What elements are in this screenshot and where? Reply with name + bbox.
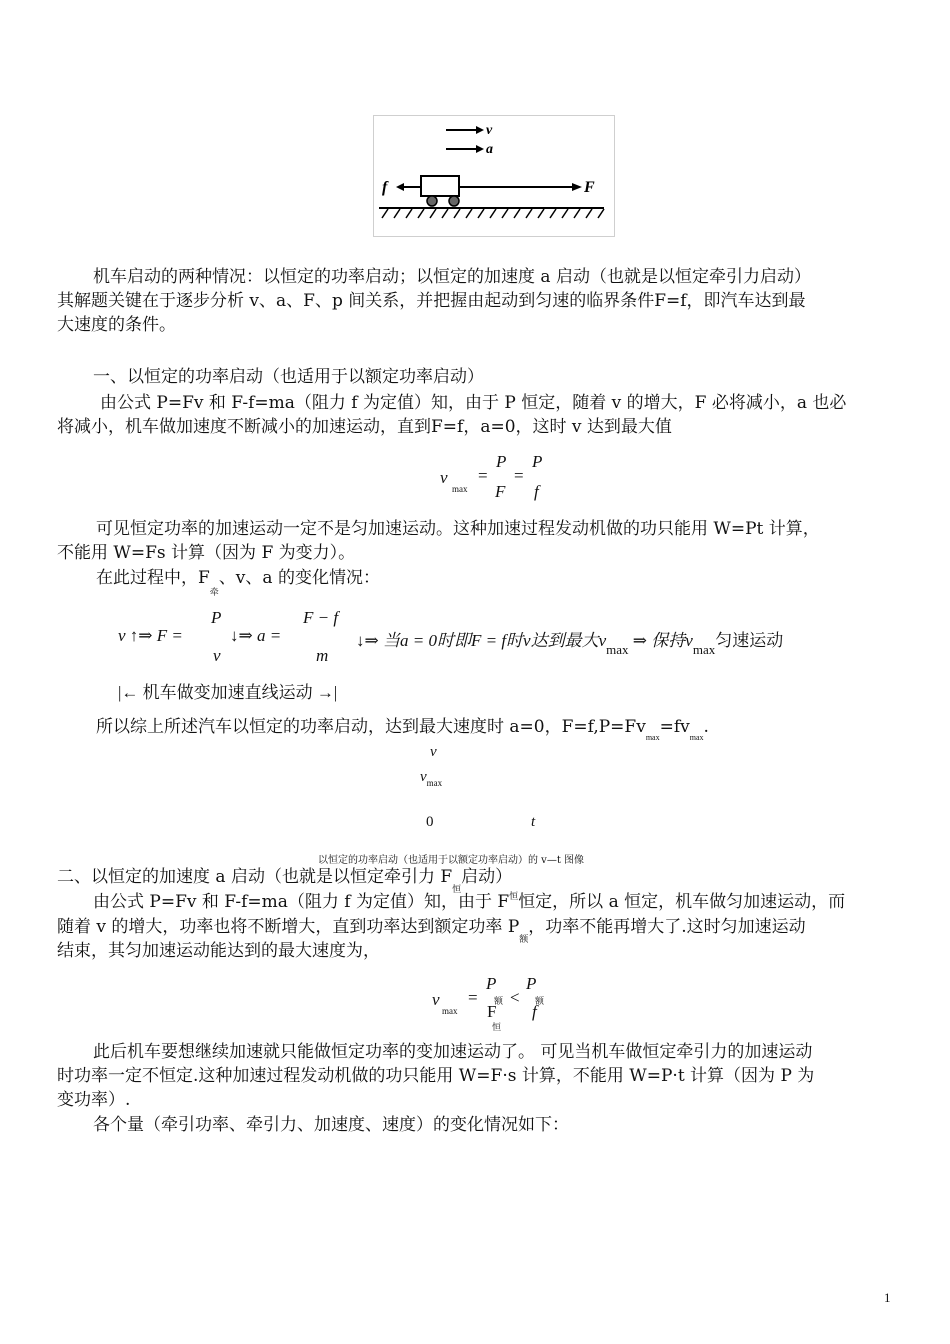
s2p1l2-a: 随着 v 的增大，功率也将不断增大，直到功率达到额定功率 P: [57, 917, 520, 937]
formula1-eq1: =: [478, 466, 488, 485]
para3-suffix: 、v、a 的变化情况：: [218, 568, 380, 588]
formula1-num1: P: [496, 452, 507, 471]
chain-tail-a: ↓⇒ 当a = 0时即F = f时v达到最大v: [356, 631, 607, 650]
force-diagram: [373, 115, 615, 237]
section2-para2-line2: 时功率一定不恒定.这种加速过程发动机做的功只能用 W=F·s 计算，不能用 W=P·t 计算（因为 P 为: [57, 1066, 815, 1086]
bracket-variable-accel: |← 机车做变加速直线运动 →|: [118, 683, 338, 702]
graph-origin: 0: [426, 814, 434, 830]
chain-mid: ↓⇒ a =: [230, 626, 282, 645]
section2-para1-line2: [57, 916, 806, 944]
formula2-num1: P: [486, 974, 497, 993]
formula2-sub-max: max: [442, 1006, 458, 1016]
section2-para1-line3: 结束，其匀加速运动能达到的最大速度为，: [57, 941, 380, 961]
car-wheel-right: [449, 196, 459, 206]
formula1-den2: f: [534, 482, 539, 501]
section2-heading-sub: 恒: [452, 884, 462, 894]
chain-tail: [356, 626, 784, 657]
graph-v-axis-label: v: [430, 744, 437, 760]
chain-frac1-num: P: [211, 608, 222, 627]
summary-a: 所以综上所述汽车以恒定的功率启动，达到最大速度时 a=0，F=f,P=Fv: [96, 717, 646, 737]
formula1-sub-max: max: [452, 484, 468, 494]
F-label: F: [584, 179, 595, 196]
section2-heading: [57, 866, 513, 894]
section2-heading-b: 启动）: [461, 867, 513, 887]
section1-para1-line2: 将减小，机车做加速度不断减小的加速运动，直到F=f，a=0，这时 v 达到最大值: [57, 417, 672, 437]
section1-para2-line2: 不能用 W=Fs 计算（因为 F 为变力）。: [57, 543, 356, 563]
formula2-num1-sub: 额: [494, 996, 504, 1006]
car-force-svg: [374, 116, 614, 236]
s2p1l2-b: ，功率不能再增大了.这时匀加速运动: [528, 917, 806, 937]
section1-summary: [96, 716, 709, 741]
graph-vmax-sub: max: [426, 778, 443, 788]
formula-vmax-constant-accel: [432, 972, 572, 1032]
section1-para3: [96, 567, 380, 597]
chain-tail-b: ⇒ 保持v: [628, 631, 693, 650]
section1-heading: 一、以恒定的功率启动（也适用于以额定功率启动）: [93, 367, 484, 387]
formula2-num2: P: [526, 974, 537, 993]
s2p1-sub: 恒: [509, 891, 519, 901]
intro-line-2: 其解题关键在于逐步分析 v、a、F、p 间关系，并把握由起动到匀速的临界条件F=f，即汽车达到最: [57, 291, 806, 311]
intro-line-1: 机车启动的两种情况：以恒定的功率启动；以恒定的加速度 a 启动（也就是以恒定牵引力启动）: [93, 267, 811, 287]
ground-hatch: [382, 209, 604, 218]
chain-v-up: v ↑⇒ F =: [118, 626, 183, 645]
summary-c: .: [703, 717, 709, 737]
formula2-v: v: [432, 990, 440, 1009]
chain-tail-sub1: max: [606, 642, 629, 657]
graph-vmax-v: v: [420, 769, 427, 785]
chain-frac2-den: m: [316, 646, 329, 665]
intro-line-3: 大速度的条件。: [57, 315, 176, 335]
section1-para1-line1: 由公式 P=Fv 和 F-f=ma（阻力 f 为定值）知，由于 P 恒定，随着 v 的增大，F 必将减小，a 也必: [100, 393, 847, 413]
graph-caption: 以恒定的功率启动（也适用于以额定功率启动）的 v—t 图像: [318, 855, 585, 866]
section1-para2-line1: 可见恒定功率的加速运动一定不是匀加速运动。这种加速过程发动机做的功只能用 W=Pt 计算，: [96, 519, 820, 539]
a-label: a: [486, 142, 493, 157]
formula2-den1: F: [487, 1002, 497, 1021]
page-number: 1: [884, 1290, 891, 1305]
s2p1-a: 由公式 P=Fv 和 F-f=ma（阻力 f 为定值）知，由于 F: [93, 892, 510, 912]
summary-sub1: max: [645, 733, 660, 742]
section2-para1-line1: [93, 891, 845, 916]
v-label: v: [486, 123, 493, 138]
para3-prefix: 在此过程中，F: [96, 568, 210, 588]
car-body: [421, 176, 459, 196]
formula2-lt: <: [510, 988, 520, 1007]
formula2-den2: f: [532, 1002, 537, 1021]
formula1-v: v: [440, 468, 448, 487]
chain-frac1-den: v: [213, 646, 221, 665]
section2-para2-line3: 变功率）.: [57, 1090, 131, 1110]
chain-tail-sub2: max: [692, 642, 716, 657]
section2-heading-a: 二、以恒定的加速度 a 启动（也就是以恒定牵引力 F: [57, 867, 453, 887]
f-label: f: [382, 179, 388, 196]
graph-t-axis-label: t: [531, 814, 536, 830]
graph-vmax-label: [420, 766, 442, 786]
formula-vmax-constant-power: [440, 450, 560, 506]
formula1-den1: F: [495, 482, 506, 501]
summary-b: =fv: [659, 717, 690, 737]
chain-frac2-num: F − f: [303, 608, 339, 627]
section2-para3: 各个量（牵引功率、牵引力、加速度、速度）的变化情况如下：: [93, 1115, 569, 1135]
chain-tail-c: 匀速运动: [715, 631, 784, 650]
summary-sub2: max: [689, 733, 704, 742]
variation-chain: [118, 608, 878, 668]
formula1-eq2: =: [514, 466, 524, 485]
s2p1-b: 恒定，所以 a 恒定，机车做匀加速运动，而: [518, 892, 846, 912]
s2p1l2-sub: 额: [519, 934, 529, 944]
formula1-num2: P: [532, 452, 543, 471]
formula2-num2-sub: 额: [535, 996, 545, 1006]
section2-para2-line1: 此后机车要想继续加速就只能做恒定功率的变加速运动了。 可见当机车做恒定牵引力的加速运动: [93, 1042, 813, 1062]
formula2-eq: =: [468, 988, 478, 1007]
para3-sub-qian: 牵: [209, 587, 219, 597]
car-wheel-left: [427, 196, 437, 206]
formula2-den1-sub: 恒: [492, 1022, 502, 1032]
